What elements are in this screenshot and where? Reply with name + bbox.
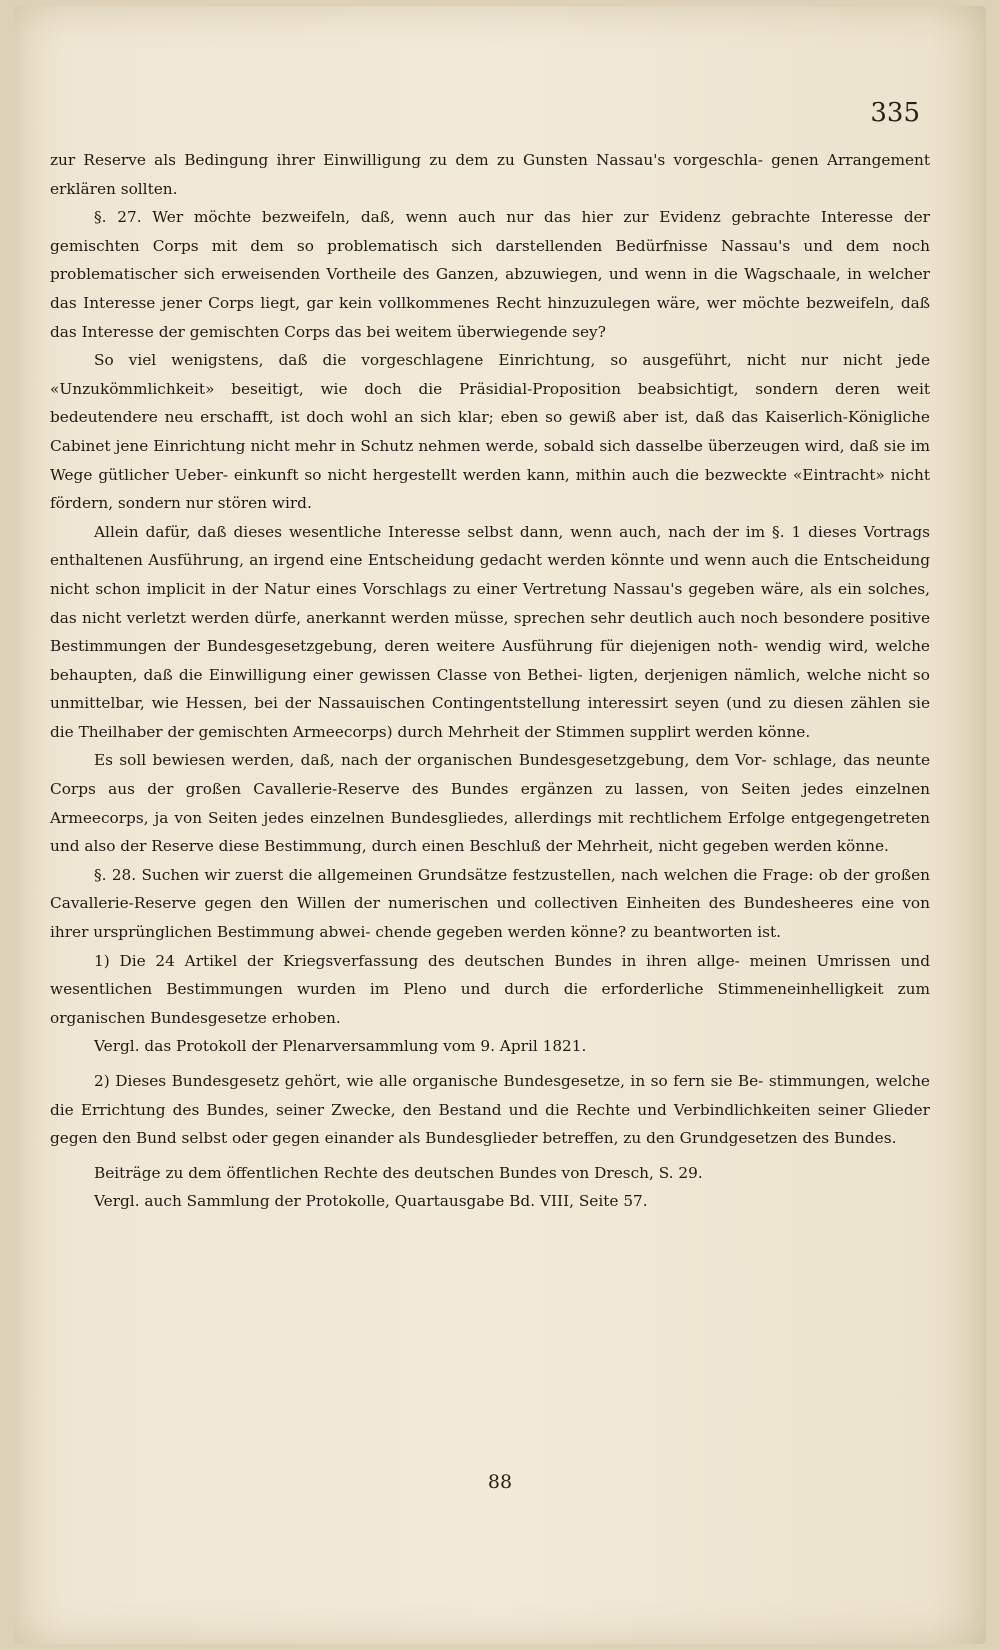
paragraph: §. 28. Suchen wir zuerst die allgemeinen Grundsätze festzustellen, nach welchen die Frage: ob der großen Cavallerie-Reserve gegen den Willen der numerischen und collectiven Einheiten des Bundesheeres eine von ihrer ursprünglichen Bestimmung abwei- chende gegeben werden könne? zu beantworten ist. [50,865,930,942]
paragraph: 2) Dieses Bundesgesetz gehört, wie alle organische Bundesgesetze, in so fern sie Be- stimmungen, welche die Errichtung des Bundes, seiner Zwecke, den Bestand und die Rechte und Verbindlichkeiten seiner Glieder gegen den Bund selbst oder gegen einander als Bundesglieder betreffen, zu den Grundgesetzen des Bundes. [50,1072,930,1148]
page-number: 335 [870,98,920,128]
reference-note: Vergl. das Protokoll der Plenarversammlung vom 9. April 1821. [94,1037,587,1056]
paragraph: zur Reserve als Bedingung ihrer Einwilligung zu dem zu Gunsten Nassau's vorgeschla- genen Arrangement erklären sollten. [50,151,930,198]
reference-note: Vergl. auch Sammlung der Protokolle, Quartausgabe Bd. VIII, Seite 57. [94,1192,648,1211]
paragraph: §. 27. Wer möchte bezweifeln, daß, wenn auch nur das hier zur Evidenz gebrachte Interesse der gemischten Corps mit dem so problematisch sich darstellenden Bedürfnisse Nassau's und dem noch problematischer sich erweisenden Vortheile des Ganzen, abzuwiegen, und wenn in die Wagschaale, in welcher das Interesse jener Corps liegt, gar kein vollkommenes Recht hinzuzulegen wäre, wer möchte bezweifeln, daß das Interesse der gemischten Corps das bei weitem überwiegende sey? [50,208,930,341]
paragraph: 1) Die 24 Artikel der Kriegsverfassung des deutschen Bundes in ihren allge- meinen Umrissen und wesentlichen Bestimmungen wurden im Pleno und durch die erforderliche Stimmeneinhelligkeit zum organischen Bundesgesetze erhoben. [50,951,930,1027]
book-page [14,6,986,1644]
reference-note: Beiträge zu dem öffentlichen Rechte des deutschen Bundes von Dresch, S. 29. [94,1163,703,1182]
paragraph: Allein dafür, daß dieses wesentliche Interesse selbst dann, wenn auch, nach der im §. 1 dieses Vortrags enthaltenen Ausführung, an irgend eine Entscheidung gedacht werden könnte und wenn auch die Entscheidung nicht schon implicit in der Natur eines Vorschlags zu einer Vertretung Nassau's gegeben wäre, als ein solches, das nicht verletzt werden dürfe, anerkannt werden müsse, sprechen sehr deutlich auch noch besondere positive Bestimmungen der Bundesgesetzgebung, deren weitere Ausführung für diejenigen noth- wendig wird, welche behaupten, daß die Einwilligung einer gewissen Classe von Bethei- ligten, derjenigen nämlich, welche nicht so unmittelbar, wie Hessen, bei der Nassauischen Contingentstellung interessirt seyen (und zu diesen zählen sie die Theilhaber der gemischten Armeecorps) durch Mehrheit der Stimmen supplirt werden könne. [50,522,930,741]
body-text [50,146,930,1216]
paragraph: Es soll bewiesen werden, daß, nach der organischen Bundesgesetzgebung, dem Vor- schlage, das neunte Corps aus der großen Cavallerie-Reserve des Bundes ergänzen zu lassen, von Seiten jedes einzelnen Armeecorps, ja von Seiten jedes einzelnen Bundesgliedes, allerdings mit rechtlichem Erfolge entgegengetreten und also der Reserve diese Bestimmung, durch einen Beschluß der Mehrheit, nicht gegeben werden könne. [50,751,930,856]
signature-mark: 88 [487,1471,513,1493]
paragraph: So viel wenigstens, daß die vorgeschlagene Einrichtung, so ausgeführt, nicht nur nicht jede «Unzukömmlichkeit» beseitigt, wie doch die Präsidial-Proposition beabsichtigt, sondern deren weit bedeutendere neu erschafft, ist doch wohl an sich klar; eben so gewiß aber ist, daß das Kaiserlich-Königliche Cabinet jene Einrichtung nicht mehr in Schutz nehmen werde, sobald sich dasselbe überzeugen wird, daß sie im Wege gütlicher Ueber- einkunft so nicht hergestellt werden kann, mithin auch die bezweckte «Eintracht» nicht fördern, sondern nur stören wird. [50,351,930,513]
